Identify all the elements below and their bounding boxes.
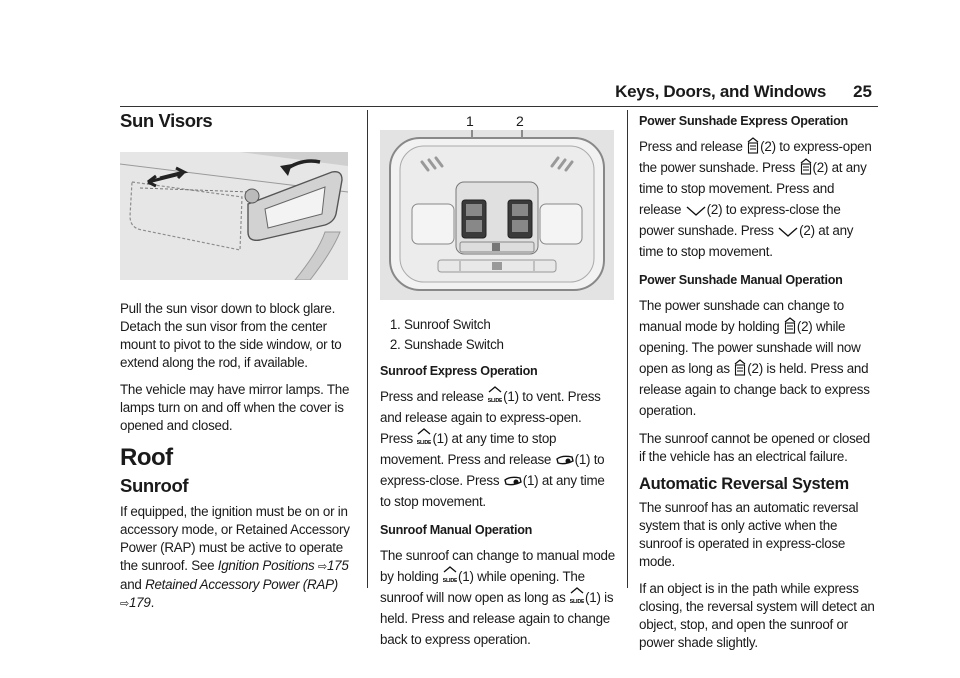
sunroof-heading: Sunroof [120, 475, 189, 496]
callout-1: 1 [466, 113, 474, 129]
text-run: The power sunshade can change to manual mode by holding [639, 298, 844, 334]
xref-page-175[interactable]: 175 [326, 558, 349, 573]
text-run: (1) at any time to stop movement. Press and release [380, 431, 557, 467]
text-run: (2) while opening. The power sunshade will now open as long as [639, 319, 861, 376]
and-text: and [120, 577, 146, 592]
overhead-console-figure [380, 112, 614, 300]
electrical-failure-paragraph: The sunroof cannot be opened or closed if the vehicle has an electrical failure. [639, 431, 870, 464]
sun-visor-drawing [120, 152, 348, 280]
slide-open-icon [488, 386, 502, 404]
xref-arrow-icon: ⇨ [120, 598, 129, 610]
sunshade-express-heading: Power Sunshade Express Operation [639, 114, 848, 128]
xref-ignition-positions[interactable]: Ignition Positions [217, 558, 315, 573]
sunshade-open-icon [747, 137, 759, 154]
text-run: (1) while opening. The sunroof will now open as long as [380, 569, 585, 605]
text-run: Press and release [639, 139, 743, 154]
sunshade-express-paragraph [639, 136, 877, 262]
switch-list [380, 316, 616, 354]
list-item: 2. Sunshade Switch [404, 336, 616, 354]
period-text: . [150, 595, 155, 610]
list-item: 1. Sunroof Switch [404, 316, 616, 334]
column-3 [639, 112, 877, 661]
sunroof-close-icon [504, 474, 522, 488]
text-run: (1) is held. Press and release again to change back to express operation. [380, 590, 614, 647]
text-run: (1) at any time to stop movement. [380, 473, 605, 509]
roof-heading: Roof [120, 444, 173, 471]
text-run: (2) at any time to stop movement. Press and release [639, 160, 867, 217]
page-number: 25 [853, 82, 872, 101]
svg-text:SLIDE: SLIDE [570, 599, 585, 605]
text-run: The sunroof can change to manual mode by holding [380, 548, 615, 584]
callout-2: 2 [516, 113, 524, 129]
automatic-reversal-heading: Automatic Reversal System [639, 475, 849, 493]
sun-visors-paragraph-2: The vehicle may have mirror lamps. The lamps turn on and off when the cover is opened and closed. [120, 382, 350, 433]
sunroof-text: If equipped, the ignition must be on or in accessory mode, or Retained Accessory Power (RAP) must be active to operate the sunroof. See [120, 504, 350, 573]
automatic-reversal-paragraph-1: The sunroof has an automatic reversal system that is only active when the sunroof is operated in express-close mode. [639, 500, 859, 569]
section-title: Keys, Doors, and Windows [615, 82, 826, 101]
slide-open-icon [443, 566, 457, 584]
text-run: (1) to vent. Press and release again to express-open. Press [380, 389, 601, 446]
sunroof-manual-heading: Sunroof Manual Operation [380, 523, 533, 537]
text-run: (2) to express-close the power sunshade. Press [639, 202, 841, 238]
automatic-reversal-paragraph-2: If an object is in the path while express closing, the reversal system will detect an object, stop, and open the sunroof or power shade slightly. [639, 581, 875, 650]
sunroof-close-icon [556, 453, 574, 467]
sunshade-open-icon [784, 317, 796, 334]
sun-visor-illustration [120, 152, 348, 280]
sunroof-manual-paragraph [380, 545, 616, 650]
sunshade-manual-paragraph [639, 295, 877, 421]
sunshade-open-icon [734, 359, 746, 376]
sunshade-close-icon [686, 205, 706, 217]
column-divider-1 [367, 110, 368, 588]
column-1 [120, 112, 354, 622]
sunroof-paragraph-1 [120, 503, 354, 613]
header-rule [120, 106, 878, 107]
sunshade-close-icon [778, 226, 798, 238]
svg-text:SLIDE: SLIDE [488, 398, 503, 404]
column-2 [380, 112, 616, 659]
sunroof-express-paragraph [380, 386, 616, 512]
slide-open-icon [570, 587, 584, 605]
sun-visors-heading: Sun Visors [120, 110, 213, 131]
sunroof-express-heading: Sunroof Express Operation [380, 364, 538, 378]
xref-page-179[interactable]: 179 [128, 595, 151, 610]
column-divider-2 [627, 110, 628, 588]
xref-rap[interactable]: Retained Accessory Power (RAP) [145, 577, 338, 592]
sunshade-manual-heading: Power Sunshade Manual Operation [639, 273, 843, 287]
running-header [120, 82, 878, 108]
xref-arrow-icon: ⇨ [317, 561, 327, 573]
sun-visors-paragraph-1: Pull the sun visor down to block glare. Detach the sun visor from the center mount to pivot to the side window, or to extend along the rod, if available. [120, 301, 342, 370]
svg-text:SLIDE: SLIDE [417, 440, 432, 446]
text-run: (2) is held. Press and release again to change back to express operation. [639, 361, 870, 418]
svg-text:SLIDE: SLIDE [443, 578, 458, 584]
text-run: (2) to express-open the power sunshade. Press [639, 139, 872, 175]
text-run: (1) to express-close. Press [380, 452, 605, 488]
text-run: Press and release [380, 389, 484, 404]
sunshade-open-icon [800, 158, 812, 175]
text-run: (2) at any time to stop movement. [639, 223, 854, 259]
overhead-console-drawing [380, 130, 614, 300]
slide-open-icon [417, 428, 431, 446]
